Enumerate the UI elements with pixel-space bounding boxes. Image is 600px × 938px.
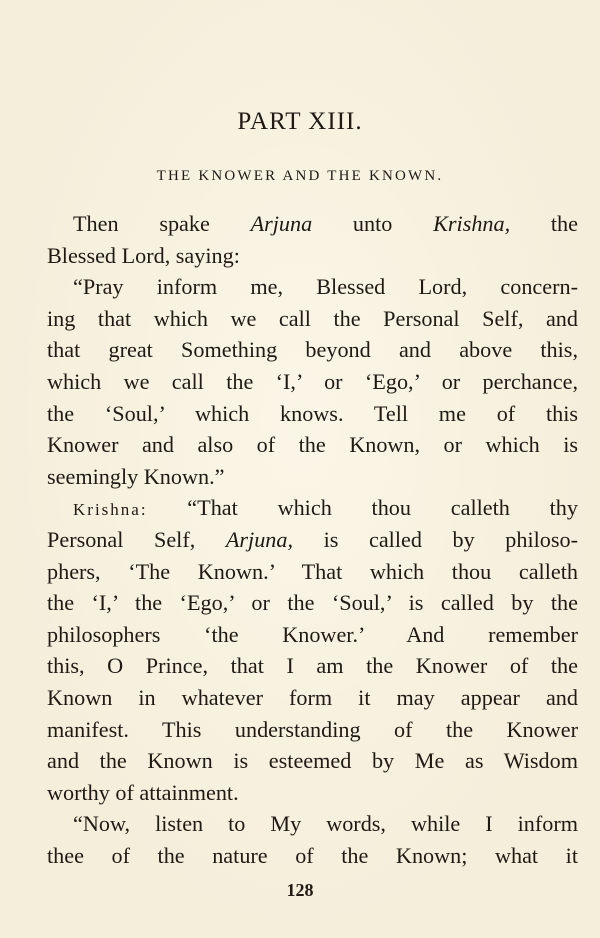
text-line: Personal Self, Arjuna, is called by philoso- xyxy=(47,526,578,552)
text-line: that great Something beyond and above this, xyxy=(47,337,578,363)
body-text xyxy=(47,208,578,871)
text-line: the ‘I,’ the ‘Ego,’ or the ‘Soul,’ is called by the xyxy=(47,590,578,616)
text-line: Krishna: “That which thou calleth thy xyxy=(73,495,578,521)
name-krishna: Krishna, xyxy=(433,211,511,236)
page-number: 128 xyxy=(286,880,314,900)
name-arjuna: Arjuna xyxy=(250,211,313,236)
part-title: PART XIII. xyxy=(237,108,363,135)
text-line: worthy of attainment. xyxy=(47,779,239,805)
text-line: Knower and also of the Known, or which is xyxy=(47,432,578,458)
text-line: Then spake Arjuna unto Krishna, the xyxy=(73,211,579,236)
text-line: ing that which we call the Personal Self, and xyxy=(47,305,578,331)
text-line: phers, ‘The Known.’ That which thou calleth xyxy=(47,558,578,584)
text-line: the ‘Soul,’ which knows. Tell me of this xyxy=(47,400,578,426)
text-line: philosophers ‘the Knower.’ And remember xyxy=(47,621,578,647)
name-arjuna: Arjuna, xyxy=(225,526,294,552)
text-line: “Pray inform me, Blessed Lord, concern- xyxy=(73,274,578,300)
text-line: this, O Prince, that I am the Knower of the xyxy=(47,653,578,679)
text-line: thee of the nature of the Known; what it xyxy=(47,842,578,868)
text-line: which we call the ‘I,’ or ‘Ego,’ or perchance, xyxy=(47,368,578,394)
text-line: Known in whatever form it may appear and xyxy=(47,684,578,710)
text-line: manifest. This understanding of the Knower xyxy=(47,716,578,742)
speaker-krishna: Krishna: xyxy=(73,500,148,520)
text-line: “Now, listen to My words, while I inform xyxy=(73,811,578,837)
text-line: seemingly Known.” xyxy=(47,463,225,489)
chapter-subtitle: THE KNOWER AND THE KNOWN. xyxy=(156,168,444,184)
text-line: Blessed Lord, saying: xyxy=(47,242,240,268)
text-line: and the Known is esteemed by Me as Wisdom xyxy=(47,748,578,774)
